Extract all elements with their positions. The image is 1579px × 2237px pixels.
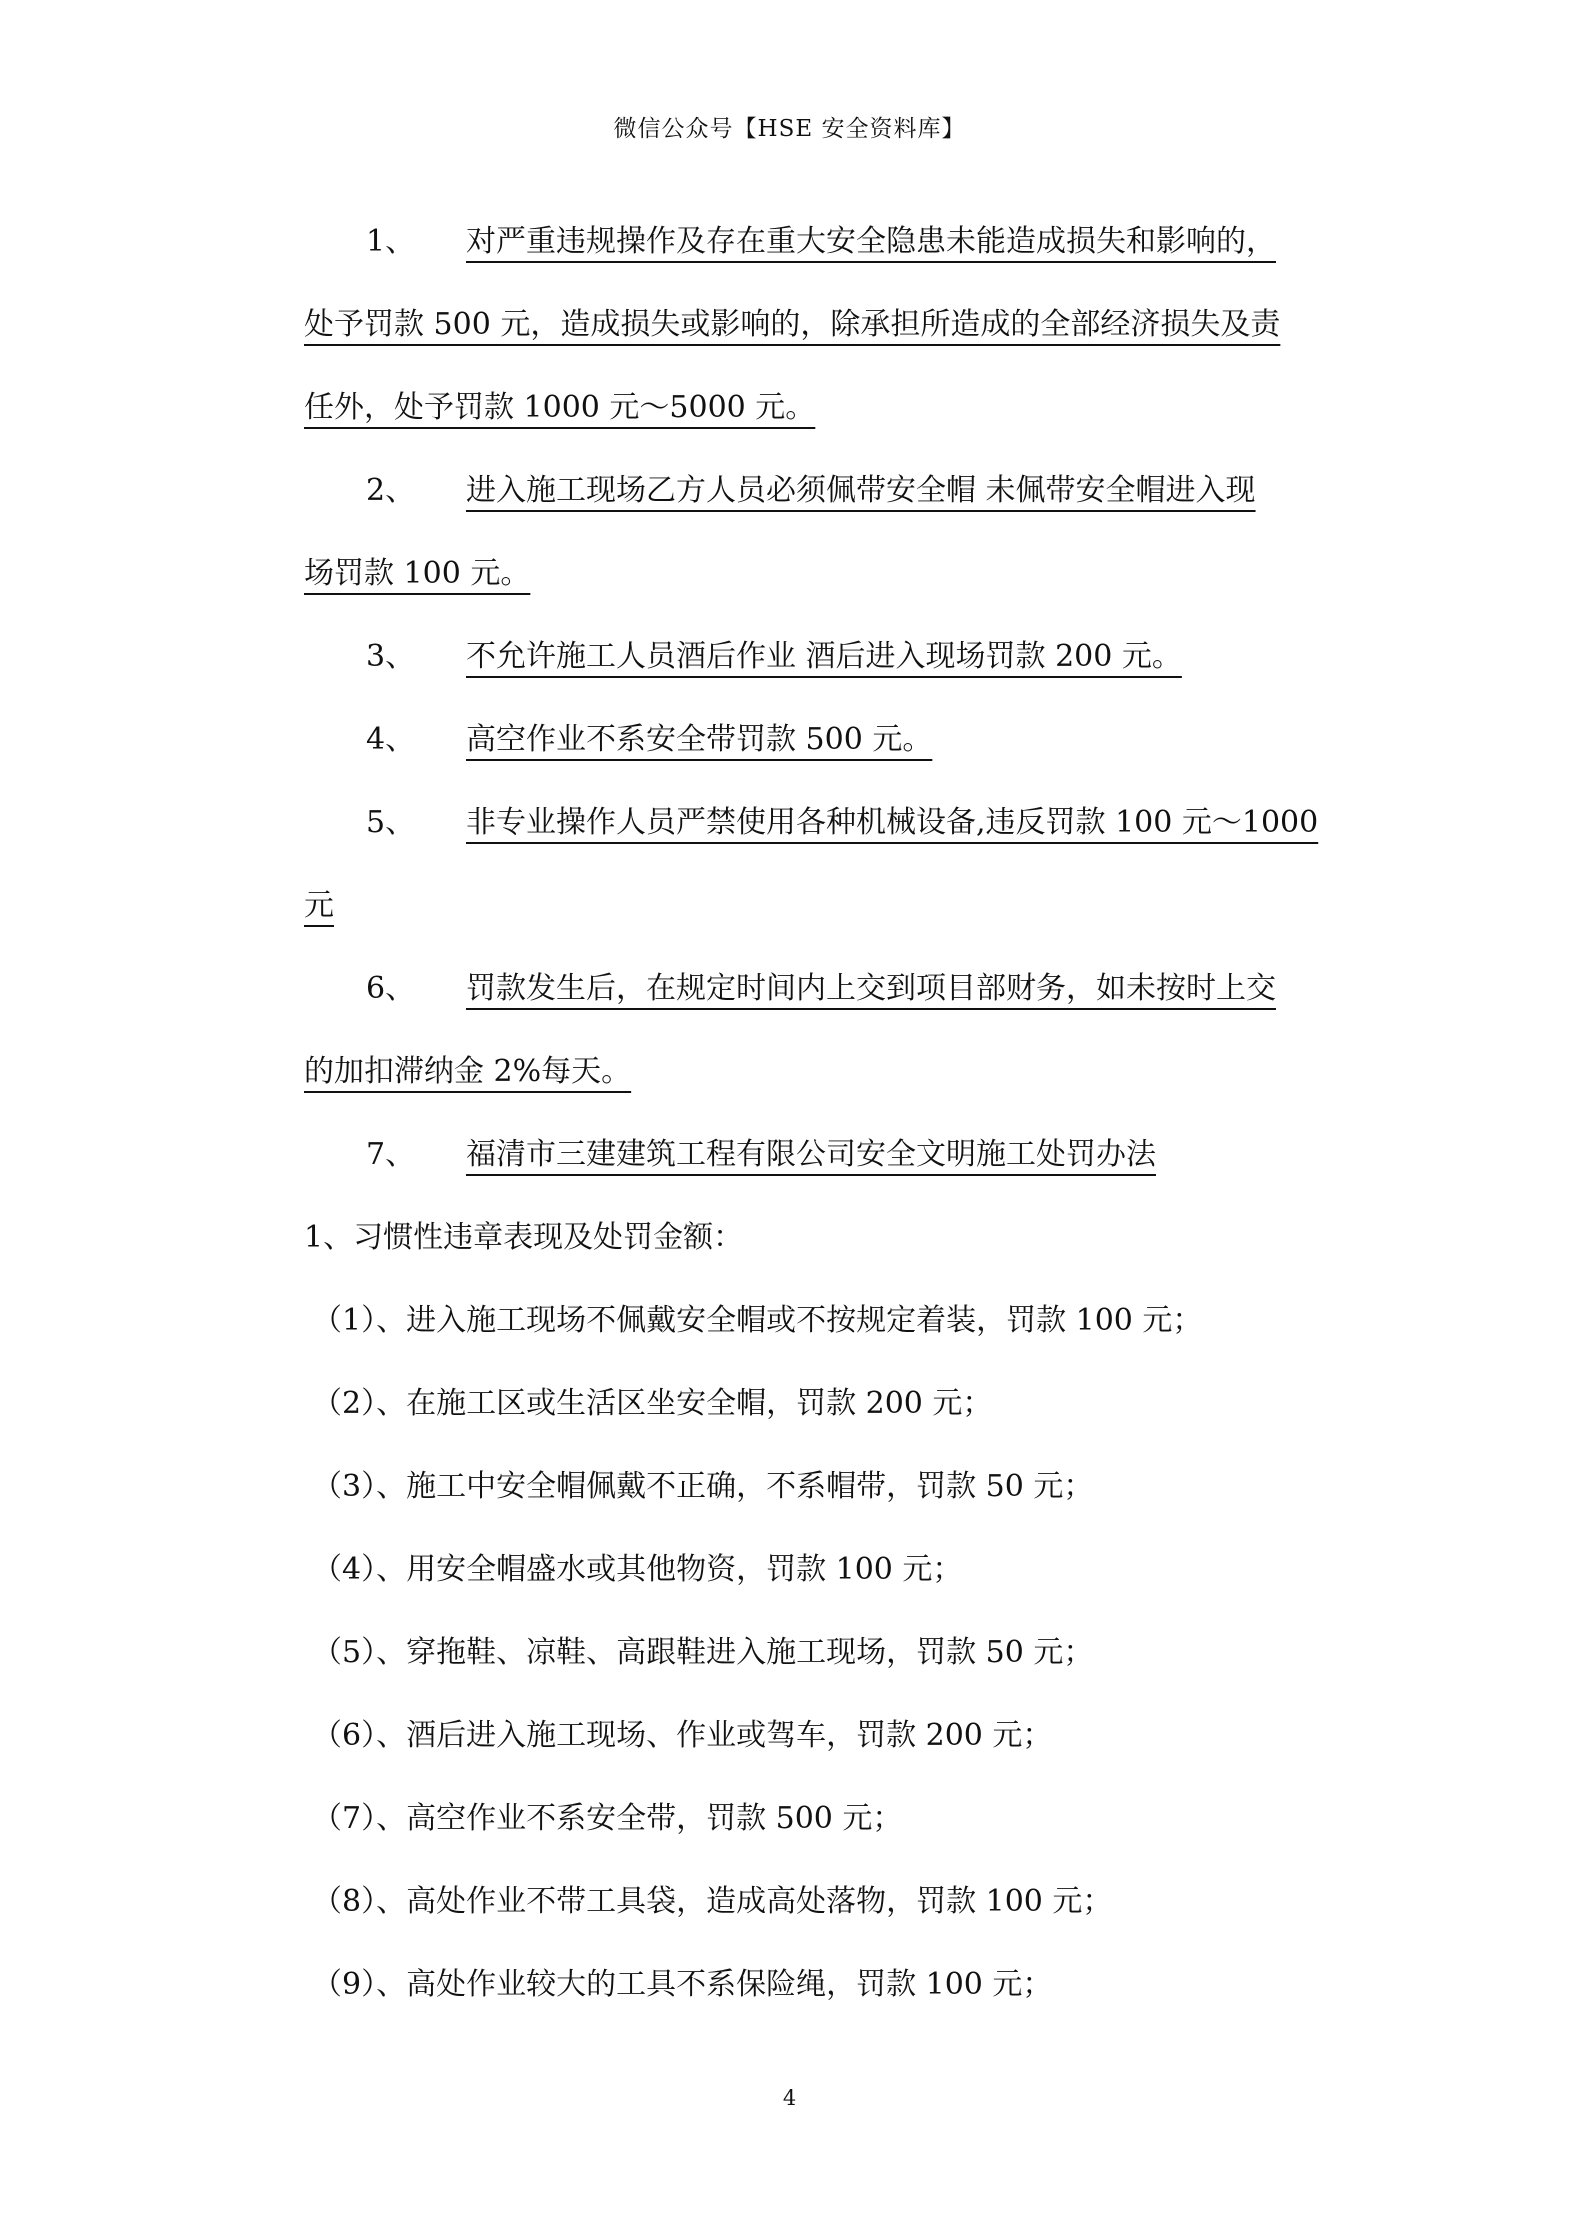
item-number: 4、 <box>366 722 416 757</box>
list-item-1 <box>304 200 1334 449</box>
list-item-7 <box>304 1113 1334 1196</box>
item-text-line: 场罚款 100 元。 <box>304 556 531 591</box>
item-text-line: 高空作业不系安全带罚款 500 元。 <box>466 722 933 757</box>
item-text-line: 福清市三建建筑工程有限公司安全文明施工处罚办法 <box>466 1137 1156 1172</box>
item-text-line: 元 <box>304 888 334 923</box>
item-text-line: 的加扣滞纳金 2%每天。 <box>304 1054 632 1089</box>
item-text-line: 不允许施工人员酒后作业 酒后进入现场罚款 200 元。 <box>466 639 1182 674</box>
penalty-item: （1）、进入施工现场不佩戴安全帽或不按规定着装，罚款 100 元； <box>312 1303 1203 1338</box>
section-heading: 1、习惯性违章表现及处罚金额： <box>304 1220 744 1255</box>
penalty-item: （7）、高空作业不系安全带，罚款 500 元； <box>312 1801 903 1836</box>
item-number: 5、 <box>366 805 416 840</box>
penalty-item: （3）、施工中安全帽佩戴不正确，不系帽带，罚款 50 元； <box>312 1469 1094 1504</box>
list-item-6 <box>304 947 1334 1113</box>
penalty-item: （9）、高处作业较大的工具不系保险绳，罚款 100 元； <box>312 1967 1053 2002</box>
page-number: 4 <box>782 2086 797 2110</box>
item-text-line: 对严重违规操作及存在重大安全隐患未能造成损失和影响的， <box>466 224 1276 259</box>
item-text-line: 非专业操作人员严禁使用各种机械设备,违反罚款 100 元～1000 <box>466 805 1319 840</box>
list-item-4 <box>304 698 1334 781</box>
penalty-item: （6）、酒后进入施工现场、作业或驾车，罚款 200 元； <box>312 1718 1053 1753</box>
item-text-line: 处予罚款 500 元，造成损失或影响的，除承担所造成的全部经济损失及责 <box>304 307 1281 342</box>
list-item-3 <box>304 615 1334 698</box>
item-number: 7、 <box>366 1137 416 1172</box>
document-body <box>304 200 1334 2026</box>
item-text-line: 罚款发生后，在规定时间内上交到项目部财务，如未按时上交 <box>466 971 1276 1006</box>
page-header: 微信公众号【HSE 安全资料库】 <box>613 116 966 142</box>
list-item-2 <box>304 449 1334 615</box>
penalty-item: （2）、在施工区或生活区坐安全帽，罚款 200 元； <box>312 1386 993 1421</box>
list-item-5 <box>304 781 1334 947</box>
item-number: 6、 <box>366 971 416 1006</box>
item-number: 2、 <box>366 473 416 508</box>
penalty-item: （8）、高处作业不带工具袋，造成高处落物，罚款 100 元； <box>312 1884 1113 1919</box>
penalty-item: （5）、穿拖鞋、凉鞋、高跟鞋进入施工现场，罚款 50 元； <box>312 1635 1094 1670</box>
item-number: 1、 <box>366 224 416 259</box>
item-text-line: 进入施工现场乙方人员必须佩带安全帽 未佩带安全帽进入现 <box>466 473 1256 508</box>
item-text-line: 任外，处予罚款 1000 元～5000 元。 <box>304 390 816 425</box>
penalty-item: （4）、用安全帽盛水或其他物资，罚款 100 元； <box>312 1552 963 1587</box>
item-number: 3、 <box>366 639 416 674</box>
